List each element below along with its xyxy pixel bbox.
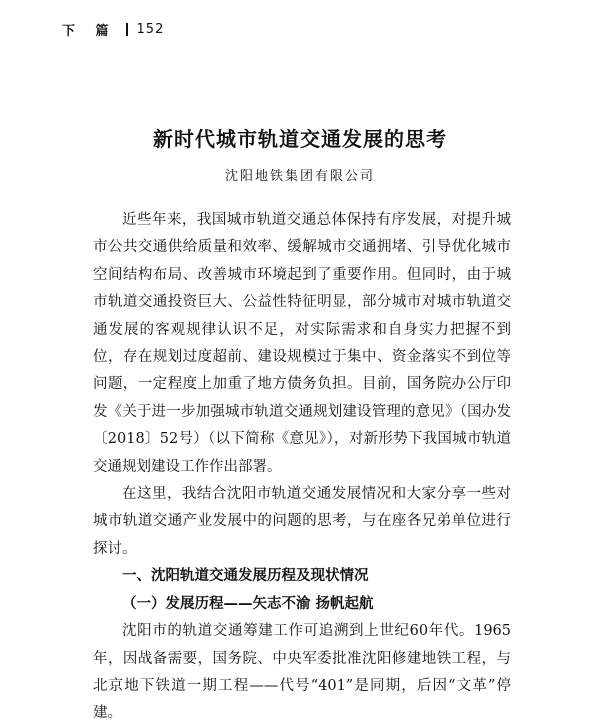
section-label: 下 篇 (62, 24, 117, 39)
article-title: 新时代城市轨道交通发展的思考 (153, 127, 447, 151)
article-body (93, 207, 511, 728)
header-divider (126, 23, 128, 36)
paragraph-1: 近些年来，我国城市轨道交通总体保持有序发展，对提升城市公共交通供给质量和效率、缓解城市交通拥堵、引导优化城市空间结构布局、改善城市环境起到了重要作用。但同时，由于城市轨道交通投资巨大、公益性特征明显，部分城市对城市轨道交通发展的客观规律认识不足，对实际需求和自身实力把握不到位，存在规划过度超前、建设规模过于集中、资金落实不到位等问题，一定程度上加重了地方债务负担。目前，国务院办公厅印发《关于进一步加强城市轨道交通规划建设管理的意见》（国办发〔2018〕52号）（以下简称《意见》），对新形势下我国城市轨道交通规划建设工作作出部署。 (93, 212, 511, 475)
subsection-heading: （一）发展历程——矢志不渝 扬帆起航 (122, 595, 374, 612)
paragraph-3: 沈阳市的轨道交通筹建工作可追溯到上世纪60年代。1965年，因战备需要，国务院、中央军委批准沈阳修建地铁工程，与北京地下铁道一期工程——代号“401”是同期，后因“文革”停建。 (93, 623, 511, 722)
paragraph-2: 在这里，我结合沈阳市轨道交通发展情况和大家分享一些对城市轨道交通产业发展中的问题的思考，与在座各兄弟单位进行探讨。 (93, 486, 511, 557)
article-author: 沈阳地铁集团有限公司 (224, 169, 375, 184)
running-header (62, 20, 164, 39)
section-heading: 一、沈阳轨道交通发展历程及现状情况 (122, 568, 369, 585)
page-number: 152 (136, 22, 165, 37)
